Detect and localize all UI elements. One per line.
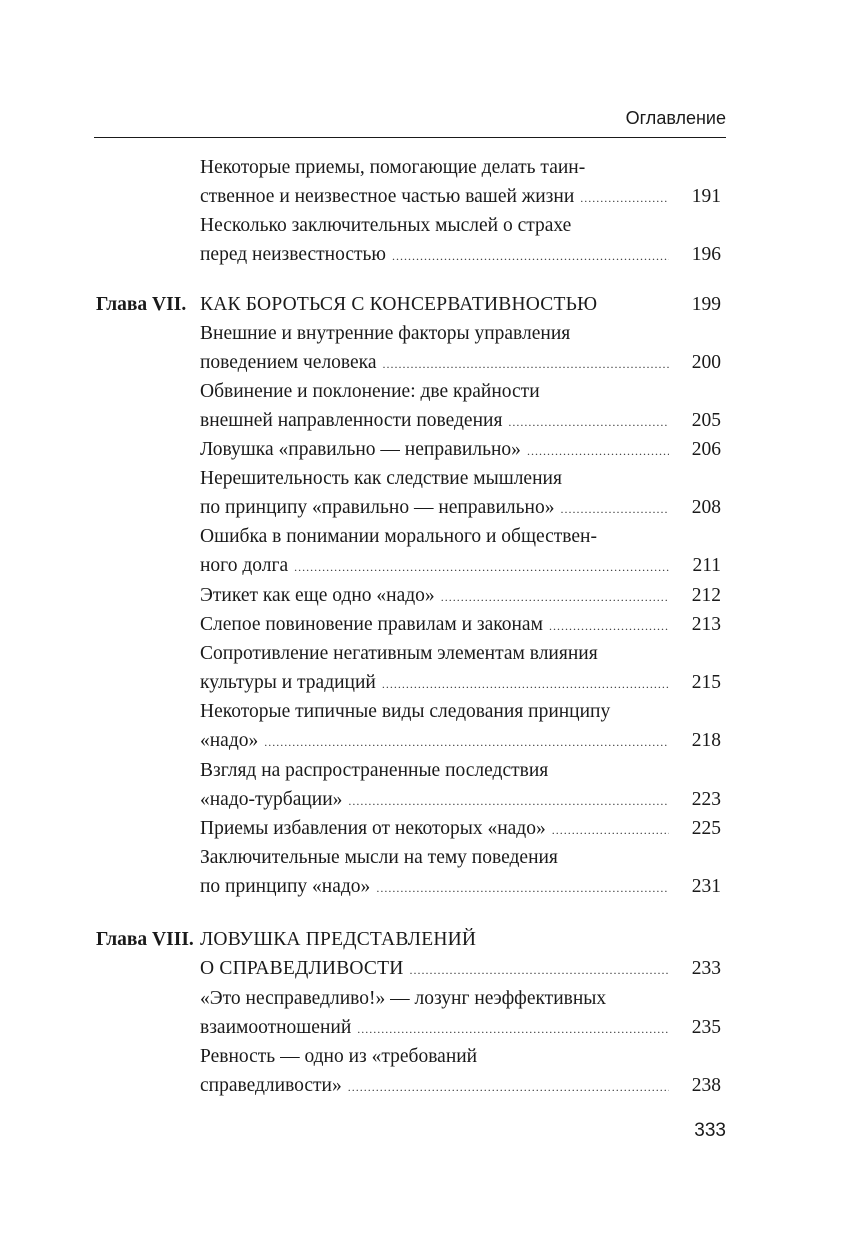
toc-entry-line [200,1013,721,1043]
toc-entry-line [200,984,606,1014]
dot-leader [552,815,669,845]
toc-entry-line [200,872,721,902]
toc-page-number: 199 [691,294,721,315]
toc-entry-line [200,954,721,984]
toc-entry-title: Приемы избавления от некоторых «надо» [200,818,546,839]
toc-entry-title: О СПРАВЕДЛИВОСТИ [200,958,404,980]
toc-entry-title: Ревность — одно из «требований [200,1046,478,1067]
dot-leader [294,552,669,582]
dot-leader [392,241,669,271]
toc-entry-title: «надо» [200,730,259,752]
toc-entry-title: ного долга [200,555,289,577]
dot-leader [264,727,669,757]
toc-entry-title: поведением человека [200,352,377,374]
header-rule [94,137,726,138]
toc-entry-title: Этикет как еще одно «надо» [200,585,435,606]
toc-entry-line [200,639,598,669]
toc-entry-line [200,435,721,465]
toc-page-number: 206 [691,439,721,460]
toc-page-number: 208 [691,497,721,519]
toc-entry-line [200,348,721,378]
toc-entry-line [200,464,562,494]
dot-leader [441,582,669,612]
toc-entry-title: по принципу «правильно — неправильно» [200,497,555,519]
toc-entry-line [200,319,570,349]
dot-leader [410,955,669,985]
dot-leader [348,1072,669,1102]
toc-entry-title: Нерешительность как следствие мышления [200,468,562,489]
toc-entry-title: по принципу «надо» [200,876,371,898]
toc-page-number: 200 [691,352,721,374]
toc-entry-line [200,240,721,270]
dot-leader [383,349,669,379]
toc-entry-title: «надо-турбации» [200,789,343,811]
toc-page-number: 215 [691,672,721,694]
toc-page-number: 235 [691,1017,721,1039]
dot-leader [560,494,669,524]
page-number: 333 [694,1120,726,1141]
dot-leader [527,436,669,466]
toc-entry-title: ЛОВУШКА ПРЕДСТАВЛЕНИЙ [200,929,477,950]
toc-entry-title: Ловушка «правильно — неправильно» [200,439,521,460]
dot-leader [376,873,669,903]
toc-entry-line [200,843,558,873]
toc-entry-line [200,211,571,241]
toc-entry-title: Некоторые приемы, помогающие делать таин- [200,157,586,178]
toc-entry-title: взаимоотношений [200,1017,352,1039]
dot-leader [357,1014,669,1044]
toc-entry-line [200,814,721,844]
toc-entry-title: «Это несправедливо!» — лозунг неэффективных [200,988,607,1009]
toc-entry-title: Заключительные мысли на тему поведения [200,847,558,868]
dot-leader [549,611,669,641]
toc-page-number: 196 [691,244,721,266]
toc-entry-title: культуры и традиций [200,672,376,694]
toc-entry-line [200,406,721,436]
toc-entry-line [200,726,721,756]
toc-entry-line [200,153,585,183]
dot-leader [508,407,669,437]
toc-entry-line [200,668,721,698]
toc-entry-line [200,182,721,212]
toc-entry-title: перед неизвестностью [200,244,386,266]
toc-entry-line [200,785,721,815]
toc-entry-line [200,1071,721,1101]
running-header: Оглавление [625,108,726,128]
toc-entry-line [200,925,476,955]
toc-entry-title: Взгляд на распространенные последствия [200,760,549,781]
toc-entry-title: Сопротивление негативным элементам влияния [200,643,598,664]
toc-entry-title: Внешние и внутренние факторы управления [200,323,571,344]
toc-page-number: 225 [691,818,721,839]
toc-entry-title: внешней направленности поведения [200,410,503,432]
toc-page-number: 238 [691,1075,721,1097]
toc-entry-title: Ошибка в понимании морального и обществен- [200,526,597,547]
toc-entry-line [200,290,721,320]
toc-page-number: 205 [691,410,721,432]
toc-entry-title: Обвинение и поклонение: две крайности [200,381,540,402]
toc-entry-line [200,522,597,552]
toc-entry-line [200,697,610,727]
toc-entry-line [200,551,721,581]
toc-entry-line [200,377,540,407]
toc-entry-line [200,1042,477,1072]
toc-entry-title: Несколько заключительных мыслей о страхе [200,215,572,236]
toc-entry-title: справедливости» [200,1075,342,1097]
dot-leader [348,786,669,816]
dot-leader [382,669,669,699]
chapter-label: Глава VIII. [96,929,194,950]
toc-page-number: 231 [691,876,721,898]
toc-entry-line [200,493,721,523]
chapter-label: Глава VII. [96,294,187,315]
toc-page-number: 218 [691,730,721,752]
toc-entry-title: ственное и неизвестное частью вашей жизни [200,186,575,208]
toc-entry-title: Слепое повиновение правилам и законам [200,614,543,635]
toc-entry-line [200,581,721,611]
toc-page-number: 191 [691,186,721,208]
toc-entry-title: КАК БОРОТЬСЯ С КОНСЕРВАТИВНОСТЬЮ [200,294,598,315]
toc-entry-line [200,610,721,640]
toc-page-number: 211 [692,555,721,577]
toc-entry-line [200,756,548,786]
toc-entry-title: Некоторые типичные виды следования принципу [200,701,611,722]
toc-page-number: 223 [691,789,721,811]
toc-page-number: 213 [691,614,721,635]
toc-page-number: 233 [691,958,721,980]
dot-leader [580,183,669,213]
toc-page-number: 212 [691,585,721,606]
